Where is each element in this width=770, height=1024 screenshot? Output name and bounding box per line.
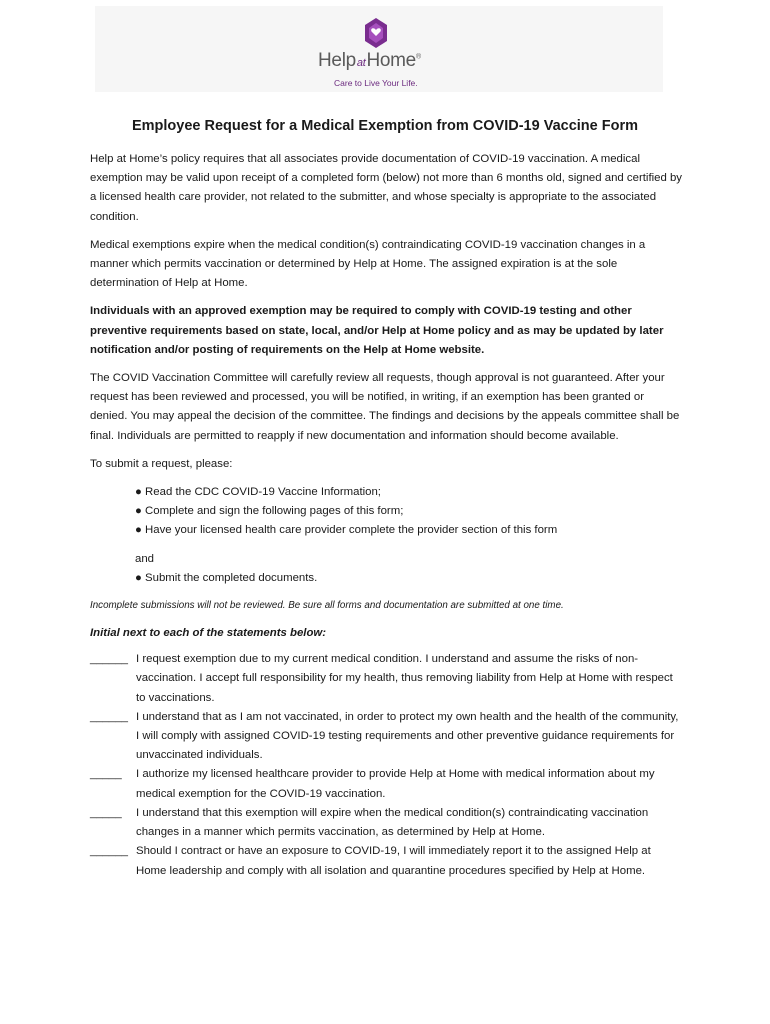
initial-instruction: Initial next to each of the statements below: bbox=[90, 627, 327, 640]
submit-steps-list bbox=[90, 483, 682, 541]
brand-name-pre: Help bbox=[318, 50, 356, 71]
statement-item bbox=[90, 842, 682, 880]
and-connector bbox=[90, 550, 682, 588]
statement-text: Should I contract or have an exposure to COVID-19, I will immediately report it to the assigned Help at Home leadership and comply with all isolation and quarantine procedures specified by Help at Home. bbox=[136, 845, 651, 877]
list-item: ● Read the CDC COVID-19 Vaccine Information; bbox=[135, 486, 381, 499]
and-text: and bbox=[135, 552, 155, 565]
brand-name bbox=[318, 50, 421, 72]
statement-item bbox=[90, 708, 682, 766]
expiration-paragraph: Medical exemptions expire when the medical condition(s) contraindicating COVID-19 vaccination changes in a manner which permits vaccination or determined by Help at Home. The assigned expiration is at the sole determination of Help at Home. bbox=[90, 238, 646, 290]
review-paragraph: The COVID Vaccination Committee will carefully review all requests, though approval is not guaranteed. After your request has been reviewed and processed, you will be notified, in writing, if an exemption has been granted or denied. You may appeal the decision of the committee. The findings and decisions by the appeals committee shall be final. Individuals are permitted to reapply if new documentation and information should become available. bbox=[90, 372, 680, 442]
initial-blank[interactable]: ______ bbox=[90, 845, 129, 858]
brand-tagline: Care to Live Your Life. bbox=[334, 78, 418, 88]
house-heart-icon bbox=[363, 17, 389, 49]
initial-blank[interactable]: _____ bbox=[90, 768, 122, 781]
submit-intro: To submit a request, please: bbox=[90, 457, 233, 470]
statement-text: I understand that as I am not vaccinated, in order to protect my own health and the health of the community, I will comply with assigned COVID-19 testing requirements and other preventive guidance requirements for unvaccinated individuals. bbox=[136, 710, 679, 762]
policy-paragraph: Help at Home’s policy requires that all associates provide documentation of COVID-19 vaccination. A medical exemption may be valid upon receipt of a completed form (below) not more than 6 months old, signed and certified by a licensed health care provider, not related to the submitter, and whose specialty is appropriate to the associated condition. bbox=[90, 153, 683, 223]
form-title: Employee Request for a Medical Exemption from COVID-19 Vaccine Form bbox=[131, 118, 639, 134]
form-body bbox=[90, 150, 682, 881]
brand-name-at: at bbox=[356, 57, 366, 69]
initial-blank[interactable]: ______ bbox=[90, 710, 129, 723]
statement-item bbox=[90, 804, 682, 842]
list-item: ● Complete and sign the following pages of this form; bbox=[135, 505, 404, 518]
incomplete-note: Incomplete submissions will not be reviewed. Be sure all forms and documentation are submitted at one time. bbox=[90, 600, 564, 612]
initial-blank[interactable]: ______ bbox=[90, 653, 129, 666]
list-item: ● Submit the completed documents. bbox=[135, 571, 318, 584]
initial-blank[interactable]: _____ bbox=[90, 806, 122, 819]
brand-name-post: Home bbox=[366, 50, 416, 71]
statement-item bbox=[90, 650, 682, 708]
company-logo bbox=[0, 0, 770, 100]
statement-item bbox=[90, 765, 682, 803]
list-item: ● Have your licensed health care provider complete the provider section of this form bbox=[135, 524, 558, 537]
statement-text: I understand that this exemption will expire when the medical condition(s) contraindicating vaccination changes in a manner which permits vaccination, as determined by Help at Home. bbox=[136, 806, 649, 839]
statement-text: I request exemption due to my current medical condition. I understand and assume the risks of non-vaccination. I accept full responsibility for my health, thus removing liability from Help at Home with respect to vaccinations. bbox=[136, 653, 673, 704]
registered-mark: ® bbox=[415, 53, 421, 61]
requirements-paragraph: Individuals with an approved exemption may be required to comply with COVID-19 testing and other preventive requirements based on state, local, and/or Help at Home policy and as may be updated by later notification and/or posting of requirements on the Help at Home website. bbox=[90, 305, 664, 356]
statement-text: I authorize my licensed healthcare provider to provide Help at Home with medical information about my medical exemption for the COVID-19 vaccination. bbox=[136, 768, 655, 800]
